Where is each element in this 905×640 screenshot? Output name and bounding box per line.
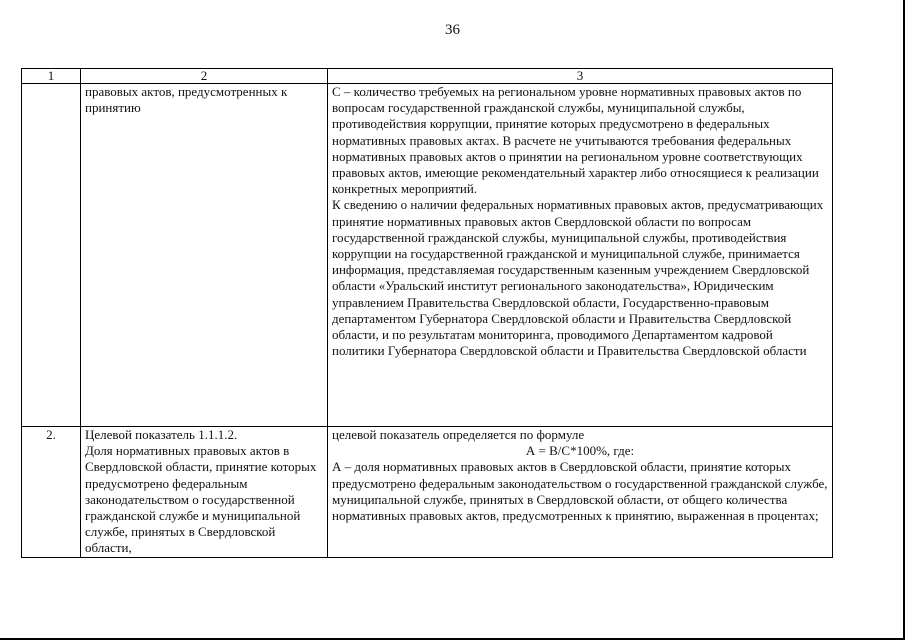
row2-indicator-cell [81, 427, 328, 558]
row2-indicator-title: Целевой показатель 1.1.1.2. [85, 427, 238, 442]
row1-number [22, 84, 81, 427]
table-row [22, 84, 833, 427]
row2-method-intro: целевой показатель определяется по формуле [332, 427, 585, 442]
table-header-row [22, 69, 833, 84]
document-table [21, 68, 833, 558]
row2-method-cell [328, 427, 833, 558]
table-row [22, 427, 833, 558]
row1-indicator-text: правовых актов, предусмотренных к принятию [81, 84, 328, 427]
header-col-3: 3 [328, 69, 833, 84]
row2-indicator-body: Доля нормативных правовых актов в Свердловской области, принятие которых предусмотрено федеральным законодательством о государственной гражданской службе и муниципальной службе, принятых в Свердловской области, [85, 443, 317, 556]
row1-method-paragraph-1: С – количество требуемых на региональном уровне нормативных правовых актов по вопросам государственной гражданской службы, муниципальной службы, противодействия коррупции, принятие которых предусмотрено в федеральных нормативных правовых актах. В расчете не учитываются требования федеральных нормативных правовых актов о принятии на региональном уровне соответствующих правовых актов, имеющие рекомендательный характер либо относящиеся к реализации конкретных мероприятий. [332, 84, 819, 197]
page-number: 36 [445, 22, 460, 38]
row1-method-cell [328, 84, 833, 427]
row2-formula: А = В/С*100%, где: [525, 443, 635, 459]
header-col-1: 1 [22, 69, 81, 84]
row2-number: 2. [22, 427, 81, 558]
header-col-2: 2 [81, 69, 328, 84]
row2-definition: А – доля нормативных правовых актов в Свердловской области, принятие которых предусмотрено федеральным законодательством о государственной гражданской службе, муниципальной службе, принятых в Свердловской области, от общего количества нормативных правовых актов, предусмотренных к принятию, выраженная в процентах; [332, 459, 828, 524]
row1-method-paragraph-2: К сведению о наличии федеральных нормативных правовых актов, предусматривающих принятие нормативных правовых актов Свердловской области по вопросам государственной гражданской службы, муниципальной службы, противодействия коррупции на государственной гражданской и муниципальной службе, принимается информация, представляемая государственным казенным учреждением Свердловской области «Уральский институт регионального законодательства», Юридическим управлением Правительства Свердловской области, Государственно-правовым департаментом Губернатора Свердловской области и Правительства Свердловской области, и по результатам мониторинга, проводимого Департаментом кадровой политики Губернатора Свердловской области и Правительства Свердловской области [332, 197, 824, 359]
